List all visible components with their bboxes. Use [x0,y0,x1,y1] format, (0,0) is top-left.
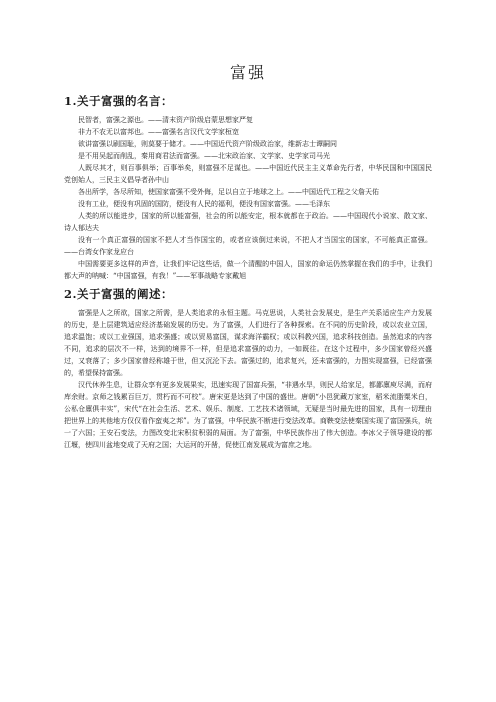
quote-paragraph: 人类的所以能进步，国家的所以能富强，社会的所以能安定，根本就都在于政治。——中国现代小说家、散文家、诗人郁达夫 [64,212,432,232]
quote-paragraph: 非力不农无以富邦也。——富强名言汉代文学家桓宽 [78,128,239,136]
quote-paragraph: 各出所学，各尽所知，使国家富强不受外侮，足以自立于地球之上。——中国近代工程之父詹天佑 [78,188,379,196]
quote-paragraph: 中国需要更多这样的声音，让我们牢记这些话，做一个清醒的中国人，国家的命运仍然掌握在我们的手中，让我们都大声的呐喊：“中国富强，有我！”——军事战略专家戴旭 [64,260,432,280]
quote-paragraph: 欲讲富强以刷国耻，则莫要于储才。——中国近代资产阶级政治家，维新志士谭嗣同 [78,140,337,148]
section-exposition [64,287,432,451]
exposition-paragraph: 汉代休养生息，让群众享有更多发展果实，迅速实现了国富兵强，“非遇水旱，则民人给家足，都鄙廪庾尽满，而府库余财。京师之钱累百巨万，贯朽而不可校”。唐宋更是达到了中国的盛世。唐朝“小邑犹藏万家室，稻米流脂粟米白，公私仓廪俱丰实”，宋代“在社会生活、艺术、娱乐、制度、工艺技术诸领域，无疑是当时最先进的国家，具有一切理由把世界上的其他地方仅仅看作蛮夷之邦”。为了富强，中华民族不断进行变法改革。商鞅变法使秦国实现了富国强兵，统一了六国；王安石变法，力图改变北宋积贫积弱的局面。为了富强，中华民族作出了伟大创造。李冰父子领导建设的都江堰，使四川盆地变成了天府之国；大运河的开凿，促使江南发展成为富庶之地。 [64,381,432,449]
section-quotes [64,94,432,282]
quote-paragraph: 民智者，富强之源也。——清末资产阶级启蒙思想家严复 [78,116,253,124]
document-title: 富强 [229,63,266,82]
quote-paragraph: 没有工业，便没有巩固的国防，便没有人民的福利，便没有国家富强。——毛泽东 [78,200,330,208]
section-heading-quotes: 1.关于富强的名言： [64,94,174,108]
quote-paragraph: 是不用吴起而削乱，秦用商君法而富强。——北宋政治家、文学家、史学家司马光 [78,152,330,160]
quote-paragraph: 没有一个真正富强的国家不把人才当作国宝的，或者应该倒过来说，不把人才当国宝的国家，不可能真正富强。——台湾女作家龙应台 [64,236,432,256]
section-heading-exposition: 2.关于富强的阐述： [64,287,174,301]
exposition-paragraph: 富强是人之所欲，国家之所需，是人类追求的永恒主题。马克思说，人类社会发展史，是生产关系适应生产力发展的历史，是上层建筑适应经济基础发展的历史。为了富强，人们进行了各种探索。在不同的历史阶段，或以农业立国，追求温饱；或以工业强国，追求强盛；或以贸易富国，谋求海洋霸权；或以科教兴国，追求科技创造。虽然追求的内容不同，追求的层次不一样，达到的境界不一样，但是追求富强的动力，一如既往。在这个过程中，多少国家曾经兴盛过，又衰落了；多少国家曾经称雄于世，但又沉沦下去。富强过的，追求复兴，还未富强的，力图实现富强，已经富强的，希望保持富强。 [64,309,432,377]
quote-paragraph: 人既尽其才，则百事俱举；百事举矣，则富强不足谋也。——中国近代民主主义革命先行者，中华民国和中国国民党创始人，三民主义倡导者孙中山 [64,164,432,184]
